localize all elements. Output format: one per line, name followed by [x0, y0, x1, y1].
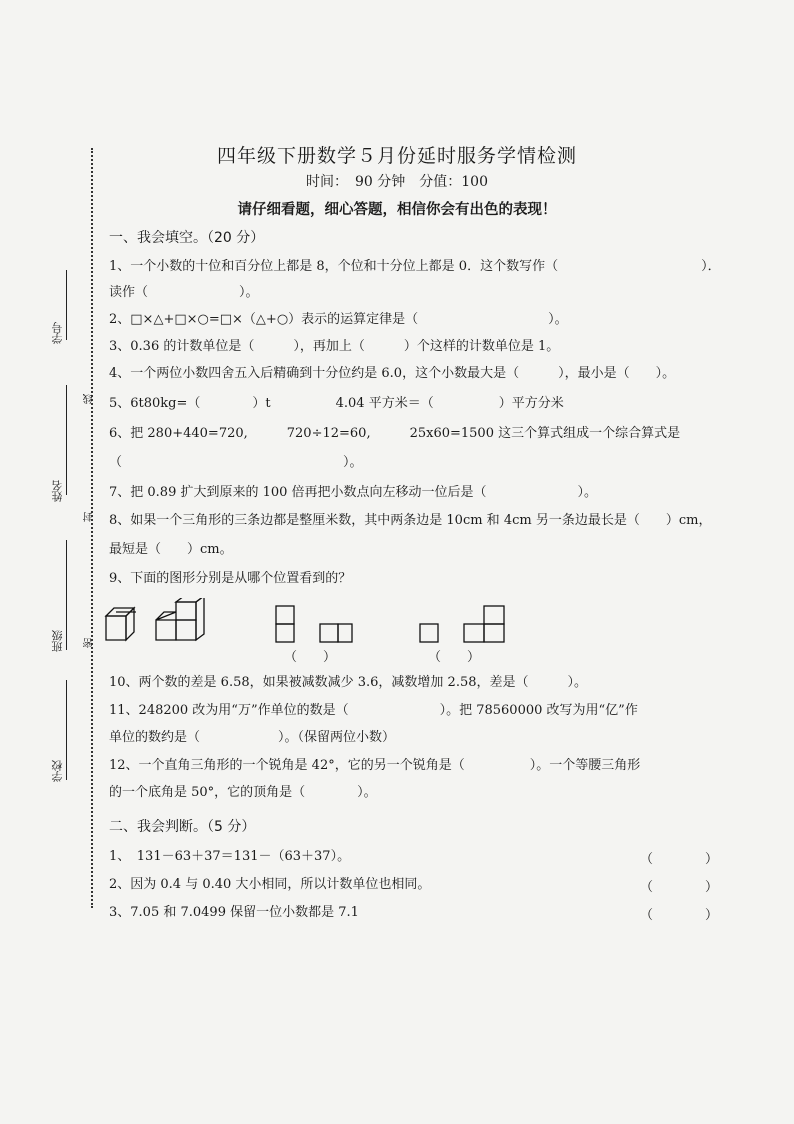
answer-blank[interactable]: （ ） [428, 650, 481, 665]
margin-mark-line: 线 [84, 394, 95, 404]
cube-solid-figure [104, 598, 206, 644]
judge-answer-blank[interactable]: （ ） [640, 852, 719, 867]
question-line: 12、一个直角三角形的一个锐角是 42°，它的另一个锐角是（ ）。一个等腰三角形 [109, 758, 641, 773]
section-heading: 一、我会填空。（20 分） [109, 230, 265, 246]
margin-blank-line [66, 540, 67, 650]
judge-item: 3、7.05 和 7.0499 保留一位小数都是 7.1 [109, 905, 359, 920]
answer-blank[interactable]: （ ） [284, 650, 337, 665]
question-line: 6、把 280+440=720, 720÷12=60, 25x60=1500 这三个算式组成一个综合算式是 [109, 426, 681, 441]
view-figures-group-2 [418, 604, 508, 646]
view-figures-group-1 [274, 604, 354, 646]
judge-item: 1、 131－63＋37＝131－（63＋37）。 [109, 849, 351, 864]
judge-answer-blank[interactable]: （ ） [640, 880, 719, 895]
margin-label-name: 姓名 [51, 480, 64, 502]
question-line: 8、如果一个三角形的三条边都是整厘米数，其中两条边是 10cm 和 4cm 另一条边最长是（ ）cm， [109, 513, 712, 528]
question-line: 2、□×△+□×○=□×（△+○）表示的运算定律是（ ）。 [109, 312, 568, 327]
exam-title: 四年级下册数学５月份延时服务学情检测 [216, 145, 577, 167]
margin-blank-line [66, 385, 67, 495]
question-line: 11、248200 改为用“万”作单位的数是（ ）。把 78560000 改写为用“亿”作 [109, 703, 638, 718]
question-line: 的一个底角是 50°，它的顶角是（ ）。 [109, 785, 377, 800]
question-line: 1、一个小数的十位和百分位上都是 8，个位和十分位上都是 0．这个数写作（ ）． [109, 259, 721, 274]
question-line: 单位的数约是（ ）。（保留两位小数） [109, 730, 396, 745]
question-line: 10、两个数的差是 6.58，如果被减数减少 3.6，减数增加 2.58，差是（ ）。 [109, 675, 588, 690]
margin-blank-line [66, 680, 67, 780]
margin-label-student-id: 学号 [51, 322, 64, 344]
question-line: 7、把 0.89 扩大到原来的 100 倍再把小数点向左移动一位后是（ ）。 [109, 485, 598, 500]
margin-label-school: 学校 [51, 760, 64, 782]
margin-mark-secret: 密 [84, 638, 95, 648]
judge-item: 2、因为 0.4 与 0.40 大小相同，所以计数单位也相同。 [109, 877, 431, 892]
question-line: 读作（ ）。 [109, 285, 259, 300]
question-line: 5、6t80kg=（ ）t 4.04 平方米＝（ ）平方分米 [109, 396, 564, 411]
margin-label-class: 班级 [51, 630, 64, 652]
encouragement-text: 请仔细看题，细心答题，相信你会有出色的表现！ [237, 202, 557, 218]
question-line: 3、0.36 的计数单位是（ ），再加上（ ）个这样的计数单位是 1。 [109, 339, 560, 354]
section-heading: 二、我会判断。（5 分） [109, 819, 256, 835]
exam-time-score: 时间： 90 分钟 分值：100 [306, 174, 488, 190]
margin-mark-seal: 封 [84, 512, 95, 522]
margin-blank-line [66, 270, 67, 340]
binding-dotted-line [91, 148, 93, 908]
question-line: 4、一个两位小数四舍五入后精确到十分位约是 6.0，这个小数最大是（ ），最小是（ ）。 [109, 366, 676, 381]
question-line: 最短是（ ）cm。 [109, 542, 233, 557]
judge-answer-blank[interactable]: （ ） [640, 908, 719, 923]
question-line: （ ）。 [109, 455, 363, 470]
question-line: 9、下面的图形分别是从哪个位置看到的？ [109, 571, 352, 586]
